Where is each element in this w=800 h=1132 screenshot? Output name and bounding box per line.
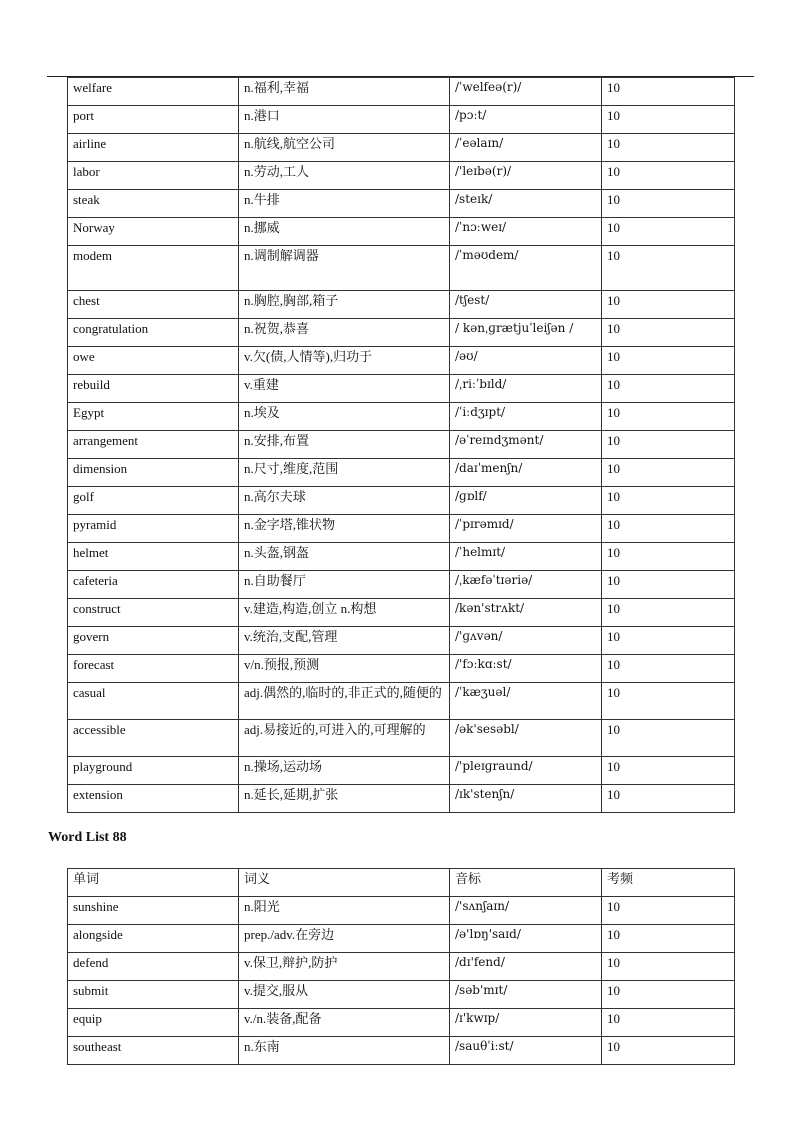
- ipa-cell: /səb'mɪt/: [450, 981, 602, 1009]
- word-cell: airline: [68, 134, 239, 162]
- freq-cell: 10: [602, 291, 735, 319]
- table-row: [68, 785, 735, 813]
- word-cell: equip: [68, 1009, 239, 1037]
- freq-cell: 10: [602, 981, 735, 1009]
- freq-cell: 10: [602, 162, 735, 190]
- word-cell: dimension: [68, 459, 239, 487]
- meaning-cell: n.高尔夫球: [239, 487, 450, 515]
- table-row: [68, 319, 735, 347]
- ipa-cell: /ək'sesəbl/: [450, 720, 602, 757]
- ipa-cell: /ˌriːˈbɪld/: [450, 375, 602, 403]
- meaning-cell: v.重建: [239, 375, 450, 403]
- ipa-cell: /tʃest/: [450, 291, 602, 319]
- ipa-cell: /ˈwelfeə(r)/: [450, 78, 602, 106]
- freq-cell: 10: [602, 319, 735, 347]
- word-cell: submit: [68, 981, 239, 1009]
- ipa-cell: /ɪk'stenʃn/: [450, 785, 602, 813]
- word-cell: owe: [68, 347, 239, 375]
- word-cell: cafeteria: [68, 571, 239, 599]
- table-row: [68, 720, 735, 757]
- table-row: [68, 78, 735, 106]
- meaning-cell: prep./adv.在旁边: [239, 925, 450, 953]
- ipa-cell: /ˈeəlaɪn/: [450, 134, 602, 162]
- table-row: [68, 431, 735, 459]
- word-cell: extension: [68, 785, 239, 813]
- meaning-cell: v./n.装备,配备: [239, 1009, 450, 1037]
- ipa-cell: /ə'lɒŋ'saɪd/: [450, 925, 602, 953]
- freq-cell: 10: [602, 515, 735, 543]
- word-cell: rebuild: [68, 375, 239, 403]
- freq-cell: 10: [602, 375, 735, 403]
- meaning-cell: v/n.预报,预测: [239, 655, 450, 683]
- ipa-cell: /'fɔːkɑːst/: [450, 655, 602, 683]
- table-row: [68, 291, 735, 319]
- freq-cell: 10: [602, 627, 735, 655]
- word-cell: helmet: [68, 543, 239, 571]
- meaning-cell: n.操场,运动场: [239, 757, 450, 785]
- table-row: [68, 757, 735, 785]
- ipa-cell: /sauθˈiːst/: [450, 1037, 602, 1065]
- table-row: [68, 106, 735, 134]
- meaning-cell: n.牛排: [239, 190, 450, 218]
- word-cell: welfare: [68, 78, 239, 106]
- meaning-cell: adj.偶然的,临时的,非正式的,随便的: [239, 683, 450, 720]
- vocab-table-2: [67, 868, 735, 1065]
- section-heading: Word List 88: [48, 830, 127, 845]
- word-cell: labor: [68, 162, 239, 190]
- word-cell: steak: [68, 190, 239, 218]
- ipa-cell: /ˈməʊdem/: [450, 246, 602, 291]
- word-cell: modem: [68, 246, 239, 291]
- ipa-cell: /əʊ/: [450, 347, 602, 375]
- freq-cell: 10: [602, 78, 735, 106]
- freq-cell: 10: [602, 403, 735, 431]
- meaning-cell: n.福利,幸福: [239, 78, 450, 106]
- meaning-cell: n.调制解调器: [239, 246, 450, 291]
- meaning-cell: v.统治,支配,管理: [239, 627, 450, 655]
- table-row: [68, 515, 735, 543]
- meaning-cell: v.欠(债,人情等),归功于: [239, 347, 450, 375]
- meaning-cell: n.航线,航空公司: [239, 134, 450, 162]
- ipa-cell: /ˈhelmɪt/: [450, 543, 602, 571]
- word-cell: pyramid: [68, 515, 239, 543]
- table-row: [68, 1009, 735, 1037]
- freq-cell: 10: [602, 1009, 735, 1037]
- table-row: [68, 627, 735, 655]
- meaning-cell: n.东南: [239, 1037, 450, 1065]
- table-row: [68, 162, 735, 190]
- ipa-cell: /ˌkæfəˈtɪəriə/: [450, 571, 602, 599]
- meaning-cell: n.金字塔,锥状物: [239, 515, 450, 543]
- word-cell: govern: [68, 627, 239, 655]
- freq-cell: 10: [602, 720, 735, 757]
- table-row: [68, 246, 735, 291]
- meaning-cell: adj.易接近的,可进入的,可理解的: [239, 720, 450, 757]
- word-cell: port: [68, 106, 239, 134]
- meaning-cell: n.尺寸,维度,范围: [239, 459, 450, 487]
- meaning-cell: n.港口: [239, 106, 450, 134]
- word-cell: playground: [68, 757, 239, 785]
- ipa-cell: /'pleɪɡraund/: [450, 757, 602, 785]
- table-row: [68, 543, 735, 571]
- word-cell: forecast: [68, 655, 239, 683]
- freq-cell: 10: [602, 757, 735, 785]
- ipa-cell: /steɪk/: [450, 190, 602, 218]
- freq-cell: 10: [602, 655, 735, 683]
- table-row: [68, 655, 735, 683]
- word-cell: construct: [68, 599, 239, 627]
- word-cell: casual: [68, 683, 239, 720]
- ipa-cell: /'ɡʌvən/: [450, 627, 602, 655]
- table-header-row: [68, 869, 735, 897]
- freq-cell: 10: [602, 897, 735, 925]
- word-cell: Egypt: [68, 403, 239, 431]
- word-cell: accessible: [68, 720, 239, 757]
- freq-cell: 10: [602, 571, 735, 599]
- header-meaning: 词义: [239, 869, 450, 897]
- ipa-cell: / kənˌɡrætjuˈleiʃən /: [450, 319, 602, 347]
- meaning-cell: n.祝贺,恭喜: [239, 319, 450, 347]
- table-row: [68, 897, 735, 925]
- freq-cell: 10: [602, 1037, 735, 1065]
- freq-cell: 10: [602, 683, 735, 720]
- ipa-cell: /ɪ'kwɪp/: [450, 1009, 602, 1037]
- word-cell: congratulation: [68, 319, 239, 347]
- freq-cell: 10: [602, 106, 735, 134]
- meaning-cell: n.阳光: [239, 897, 450, 925]
- table-row: [68, 683, 735, 720]
- table-row: [68, 487, 735, 515]
- table-row: [68, 190, 735, 218]
- ipa-cell: /pɔːt/: [450, 106, 602, 134]
- freq-cell: 10: [602, 487, 735, 515]
- table-row: [68, 981, 735, 1009]
- ipa-cell: /'leɪbə(r)/: [450, 162, 602, 190]
- meaning-cell: n.挪威: [239, 218, 450, 246]
- ipa-cell: /ˈnɔːweɪ/: [450, 218, 602, 246]
- ipa-cell: /ˈpɪrəmɪd/: [450, 515, 602, 543]
- freq-cell: 10: [602, 785, 735, 813]
- meaning-cell: v.建造,构造,创立 n.构想: [239, 599, 450, 627]
- table-row: [68, 925, 735, 953]
- word-cell: golf: [68, 487, 239, 515]
- word-cell: sunshine: [68, 897, 239, 925]
- freq-cell: 10: [602, 347, 735, 375]
- meaning-cell: n.延长,延期,扩张: [239, 785, 450, 813]
- word-cell: chest: [68, 291, 239, 319]
- meaning-cell: v.保卫,辩护,防护: [239, 953, 450, 981]
- ipa-cell: /dɪ'fend/: [450, 953, 602, 981]
- header-freq: 考频: [602, 869, 735, 897]
- table-row: [68, 571, 735, 599]
- word-cell: alongside: [68, 925, 239, 953]
- table-row: [68, 218, 735, 246]
- freq-cell: 10: [602, 599, 735, 627]
- ipa-cell: /ˈkæʒuəl/: [450, 683, 602, 720]
- freq-cell: 10: [602, 134, 735, 162]
- freq-cell: 10: [602, 431, 735, 459]
- meaning-cell: v.提交,服从: [239, 981, 450, 1009]
- freq-cell: 10: [602, 925, 735, 953]
- freq-cell: 10: [602, 543, 735, 571]
- freq-cell: 10: [602, 953, 735, 981]
- word-cell: southeast: [68, 1037, 239, 1065]
- ipa-cell: /'sʌnʃaɪn/: [450, 897, 602, 925]
- freq-cell: 10: [602, 190, 735, 218]
- table-row: [68, 1037, 735, 1065]
- word-cell: Norway: [68, 218, 239, 246]
- freq-cell: 10: [602, 459, 735, 487]
- meaning-cell: n.劳动,工人: [239, 162, 450, 190]
- table-row: [68, 953, 735, 981]
- table-row: [68, 459, 735, 487]
- meaning-cell: n.胸腔,胸部,箱子: [239, 291, 450, 319]
- table-row: [68, 375, 735, 403]
- ipa-cell: /əˈreɪndʒmənt/: [450, 431, 602, 459]
- word-cell: defend: [68, 953, 239, 981]
- freq-cell: 10: [602, 246, 735, 291]
- meaning-cell: n.埃及: [239, 403, 450, 431]
- ipa-cell: /ˈiːdʒɪpt/: [450, 403, 602, 431]
- table-row: [68, 403, 735, 431]
- word-cell: arrangement: [68, 431, 239, 459]
- meaning-cell: n.安排,布置: [239, 431, 450, 459]
- ipa-cell: /ɡɒlf/: [450, 487, 602, 515]
- table-row: [68, 347, 735, 375]
- table-row: [68, 134, 735, 162]
- meaning-cell: n.自助餐厅: [239, 571, 450, 599]
- header-word: 单词: [68, 869, 239, 897]
- ipa-cell: /kən'strʌkt/: [450, 599, 602, 627]
- vocab-table-1: [67, 77, 735, 813]
- ipa-cell: /daɪˈmenʃn/: [450, 459, 602, 487]
- table-row: [68, 599, 735, 627]
- meaning-cell: n.头盔,钢盔: [239, 543, 450, 571]
- header-ipa: 音标: [450, 869, 602, 897]
- freq-cell: 10: [602, 218, 735, 246]
